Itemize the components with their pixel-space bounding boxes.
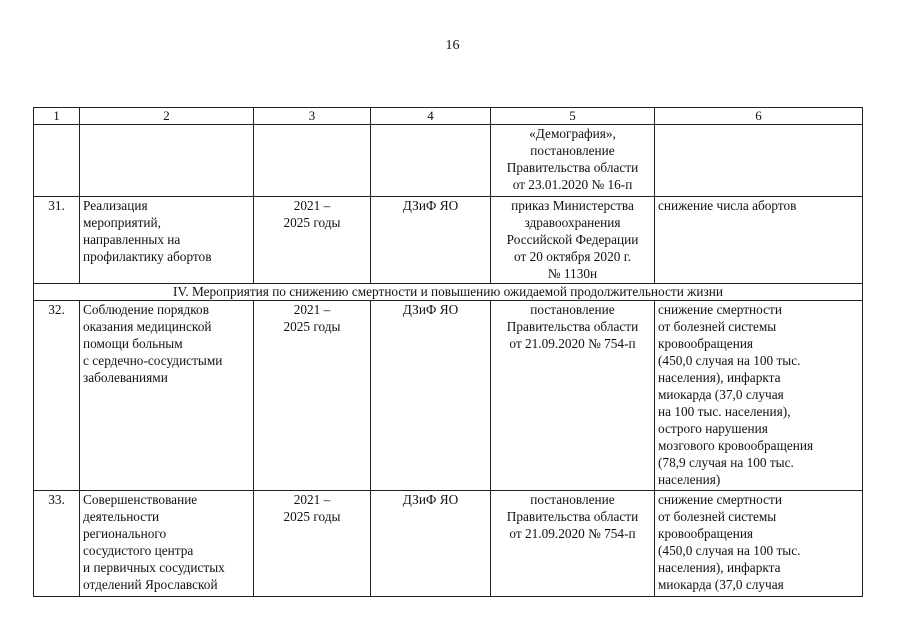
result-line: от болезней системы bbox=[658, 509, 777, 524]
result-line: мозгового кровообращения bbox=[658, 438, 814, 453]
table-row-33 bbox=[34, 491, 863, 597]
basis-line: Правительства области bbox=[506, 509, 639, 524]
cell-empty bbox=[34, 125, 80, 197]
column-number-5: 5 bbox=[491, 108, 655, 125]
period-cell bbox=[254, 197, 371, 284]
section-heading-row bbox=[34, 284, 863, 301]
basis-line: «Демография», bbox=[529, 126, 616, 141]
section-title: IV. Мероприятия по снижению смертности и повышению ожидаемой продолжительности жизни bbox=[34, 284, 863, 301]
basis-line: Российской Федерации bbox=[506, 232, 639, 247]
period-cell bbox=[254, 491, 371, 597]
result-line: снижение смертности bbox=[658, 302, 782, 317]
column-number-6: 6 bbox=[655, 108, 863, 125]
name-line: Соблюдение порядков bbox=[83, 302, 209, 317]
row-number: 33. bbox=[34, 491, 80, 597]
name-line: профилактику абортов bbox=[83, 249, 212, 264]
result-line: населения) bbox=[658, 472, 721, 487]
result-line: (450,0 случая на 100 тыс. bbox=[658, 543, 801, 558]
cell-empty bbox=[371, 125, 491, 197]
basis-line: постановление bbox=[530, 492, 615, 507]
result-line: (450,0 случая на 100 тыс. bbox=[658, 353, 801, 368]
result-line: кровообращения bbox=[658, 336, 754, 351]
name-line: отделений Ярославской bbox=[83, 577, 218, 592]
executor-cell: ДЗиФ ЯО bbox=[371, 491, 491, 597]
name-line: помощи больным bbox=[83, 336, 183, 351]
row-number: 32. bbox=[34, 301, 80, 491]
result-cell bbox=[655, 491, 863, 597]
measure-name-cell bbox=[80, 301, 254, 491]
period-line: 2021 – bbox=[293, 492, 331, 507]
basis-line: от 23.01.2020 № 16-п bbox=[512, 177, 633, 192]
basis-line: постановление bbox=[530, 302, 615, 317]
name-line: заболеваниями bbox=[83, 370, 168, 385]
period-line: 2025 годы bbox=[283, 509, 341, 524]
name-line: с сердечно-сосудистыми bbox=[83, 353, 223, 368]
result-line: миокарда (37,0 случая bbox=[658, 387, 784, 402]
period-line: 2021 – bbox=[293, 198, 331, 213]
name-line: и первичных сосудистых bbox=[83, 560, 225, 575]
basis-line: от 21.09.2020 № 754-п bbox=[509, 336, 636, 351]
name-line: направленных на bbox=[83, 232, 181, 247]
basis-line: от 20 октября 2020 г. bbox=[514, 249, 631, 264]
basis-line: № 1130н bbox=[547, 266, 598, 281]
column-number-2: 2 bbox=[80, 108, 254, 125]
name-line: регионального bbox=[83, 526, 167, 541]
result-line: миокарда (37,0 случая bbox=[658, 577, 784, 592]
name-line: оказания медицинской bbox=[83, 319, 212, 334]
result-line: снижение смертности bbox=[658, 492, 782, 507]
cell-empty bbox=[254, 125, 371, 197]
row-number: 31. bbox=[34, 197, 80, 284]
column-number-4: 4 bbox=[371, 108, 491, 125]
basis-line: здравоохранения bbox=[524, 215, 621, 230]
period-line: 2025 годы bbox=[283, 319, 341, 334]
basis-line: Правительства области bbox=[506, 160, 639, 175]
cell-empty bbox=[80, 125, 254, 197]
cell-empty bbox=[655, 125, 863, 197]
result-line: от болезней системы bbox=[658, 319, 777, 334]
basis-line: от 21.09.2020 № 754-п bbox=[509, 526, 636, 541]
period-line: 2025 годы bbox=[283, 215, 341, 230]
table-header-row bbox=[34, 108, 863, 125]
result-line: населения), инфаркта bbox=[658, 560, 781, 575]
basis-line: постановление bbox=[530, 143, 615, 158]
name-line: Реализация bbox=[83, 198, 148, 213]
basis-cell bbox=[491, 301, 655, 491]
result-line: населения), инфаркта bbox=[658, 370, 781, 385]
page-number: 16 bbox=[445, 38, 460, 53]
measure-name-cell bbox=[80, 491, 254, 597]
name-line: деятельности bbox=[83, 509, 160, 524]
name-line: мероприятий, bbox=[83, 215, 161, 230]
executor-cell: ДЗиФ ЯО bbox=[371, 197, 491, 284]
continuation-basis-cell bbox=[491, 125, 655, 197]
result-line: кровообращения bbox=[658, 526, 754, 541]
basis-line: Правительства области bbox=[506, 319, 639, 334]
period-line: 2021 – bbox=[293, 302, 331, 317]
table-row-32 bbox=[34, 301, 863, 491]
column-number-1: 1 bbox=[34, 108, 80, 125]
name-line: Совершенствование bbox=[83, 492, 198, 507]
continuation-row bbox=[34, 125, 863, 197]
result-line: острого нарушения bbox=[658, 421, 768, 436]
measures-table bbox=[33, 107, 863, 597]
period-cell bbox=[254, 301, 371, 491]
basis-line: приказ Министерства bbox=[511, 198, 634, 213]
result-line: (78,9 случая на 100 тыс. bbox=[658, 455, 794, 470]
result-cell bbox=[655, 301, 863, 491]
measure-name-cell bbox=[80, 197, 254, 284]
name-line: сосудистого центра bbox=[83, 543, 194, 558]
basis-cell bbox=[491, 491, 655, 597]
result-cell: снижение числа абортов bbox=[655, 197, 863, 284]
table-row-31 bbox=[34, 197, 863, 284]
basis-cell bbox=[491, 197, 655, 284]
result-line: на 100 тыс. населения), bbox=[658, 404, 791, 419]
column-number-3: 3 bbox=[254, 108, 371, 125]
executor-cell: ДЗиФ ЯО bbox=[371, 301, 491, 491]
